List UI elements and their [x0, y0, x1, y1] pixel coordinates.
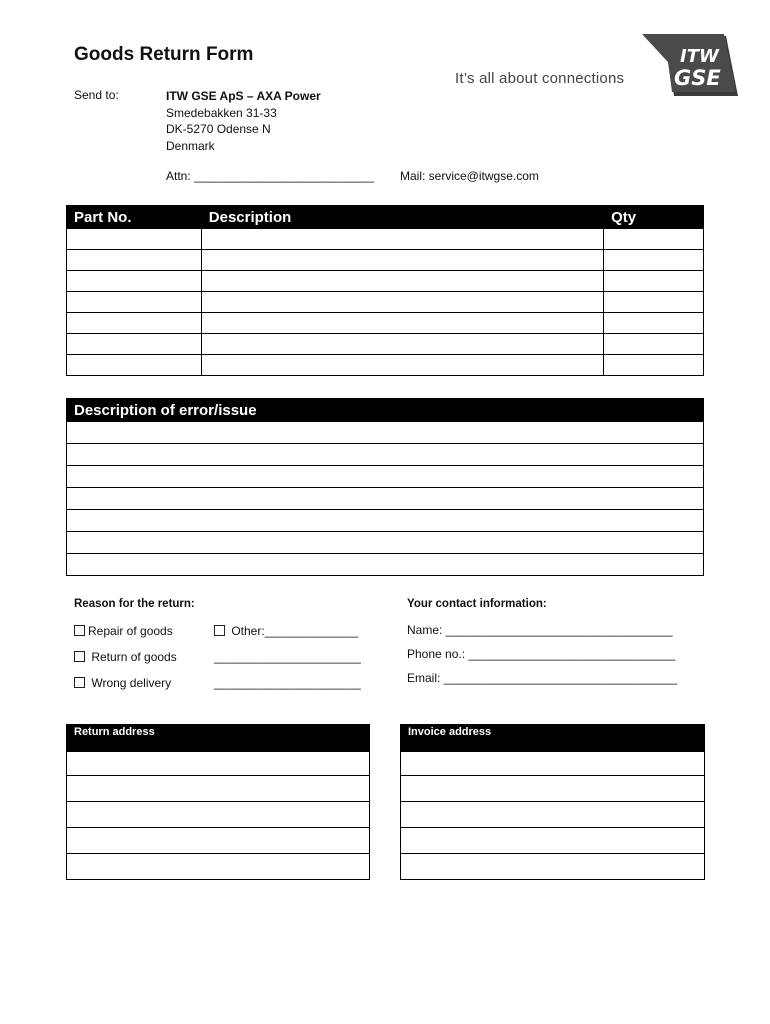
description-cell[interactable]	[201, 313, 603, 334]
option-other[interactable]	[214, 624, 358, 638]
qty-cell[interactable]	[604, 229, 704, 250]
table-row	[67, 250, 704, 271]
checkbox-repair[interactable]	[74, 625, 85, 636]
qty-cell[interactable]	[604, 334, 704, 355]
issue-table	[66, 398, 704, 576]
invoice-address-line[interactable]	[401, 827, 704, 828]
table-row	[67, 532, 704, 554]
qty-cell[interactable]	[604, 313, 704, 334]
table-row	[67, 355, 704, 376]
table-row	[67, 422, 704, 444]
qty-cell[interactable]	[604, 292, 704, 313]
issue-line-cell[interactable]	[67, 488, 704, 510]
col-part-no: Part No.	[67, 206, 202, 229]
table-row	[67, 334, 704, 355]
part-no-cell[interactable]	[67, 355, 202, 376]
issue-line-cell[interactable]	[67, 554, 704, 576]
return-address-box	[66, 724, 370, 880]
page-title: Goods Return Form	[74, 44, 254, 65]
description-cell[interactable]	[201, 271, 603, 292]
table-row	[67, 554, 704, 576]
return-address-line[interactable]	[67, 853, 369, 854]
issue-header: Description of error/issue	[67, 399, 704, 422]
table-row	[67, 271, 704, 292]
email-field[interactable]: Email: ___________________________________	[407, 671, 678, 685]
qty-cell[interactable]	[604, 250, 704, 271]
option-wrong-delivery-label: Wrong delivery	[91, 676, 172, 690]
return-address-line[interactable]	[67, 801, 369, 802]
description-cell[interactable]	[201, 229, 603, 250]
qty-cell[interactable]	[604, 355, 704, 376]
issue-line-cell[interactable]	[67, 532, 704, 554]
itw-gse-logo-icon	[640, 34, 740, 96]
table-row	[67, 510, 704, 532]
return-address-line[interactable]	[67, 775, 369, 776]
contact-title: Your contact information:	[407, 598, 547, 610]
table-row	[67, 229, 704, 250]
table-row	[67, 313, 704, 334]
option-repair-label: Repair of goods	[88, 624, 173, 638]
table-row	[67, 444, 704, 466]
return-address-line[interactable]	[67, 827, 369, 828]
return-address-header: Return address	[67, 725, 369, 752]
col-description: Description	[201, 206, 603, 229]
reason-title: Reason for the return:	[74, 598, 195, 610]
part-no-cell[interactable]	[67, 271, 202, 292]
col-qty: Qty	[604, 206, 704, 229]
phone-field[interactable]: Phone no.: _______________________________	[407, 647, 676, 661]
recipient-address	[166, 88, 321, 154]
invoice-address-header: Invoice address	[401, 725, 704, 752]
attn-field[interactable]: Attn: ___________________________	[166, 169, 375, 183]
issue-line-cell[interactable]	[67, 444, 704, 466]
send-to-label: Send to:	[74, 88, 119, 102]
issue-line-cell[interactable]	[67, 510, 704, 532]
other-blank-1[interactable]: ______________________	[214, 650, 361, 664]
invoice-address-box	[400, 724, 705, 880]
name-field[interactable]: Name: __________________________________	[407, 623, 673, 637]
option-wrong-delivery[interactable]	[74, 676, 171, 690]
other-blank-2[interactable]: ______________________	[214, 676, 361, 690]
qty-cell[interactable]	[604, 271, 704, 292]
parts-table	[66, 205, 704, 376]
city: DK-5270 Odense N	[166, 122, 271, 136]
description-cell[interactable]	[201, 250, 603, 271]
part-no-cell[interactable]	[67, 229, 202, 250]
option-return[interactable]	[74, 650, 177, 664]
checkbox-wrong-delivery[interactable]	[74, 677, 85, 688]
part-no-cell[interactable]	[67, 313, 202, 334]
description-cell[interactable]	[201, 292, 603, 313]
part-no-cell[interactable]	[67, 292, 202, 313]
checkbox-return[interactable]	[74, 651, 85, 662]
issue-line-cell[interactable]	[67, 466, 704, 488]
issue-line-cell[interactable]	[67, 422, 704, 444]
checkbox-other[interactable]	[214, 625, 225, 636]
table-row	[67, 488, 704, 510]
invoice-address-line[interactable]	[401, 853, 704, 854]
other-field[interactable]: Other:______________	[231, 624, 359, 638]
part-no-cell[interactable]	[67, 250, 202, 271]
invoice-address-line[interactable]	[401, 775, 704, 776]
option-return-label: Return of goods	[91, 650, 177, 664]
table-row	[67, 466, 704, 488]
svg-text:GSE: GSE	[674, 66, 721, 90]
country: Denmark	[166, 138, 215, 153]
description-cell[interactable]	[201, 355, 603, 376]
invoice-address-line[interactable]	[401, 801, 704, 802]
option-repair[interactable]	[74, 624, 173, 638]
description-cell[interactable]	[201, 334, 603, 355]
tagline: It’s all about connections	[455, 70, 625, 87]
company-name: ITW GSE ApS – AXA Power	[166, 89, 321, 103]
svg-text:ITW: ITW	[680, 46, 719, 67]
table-row	[67, 292, 704, 313]
part-no-cell[interactable]	[67, 334, 202, 355]
mail-address: Mail: service@itwgse.com	[400, 169, 539, 183]
street: Smedebakken 31-33	[166, 105, 277, 120]
